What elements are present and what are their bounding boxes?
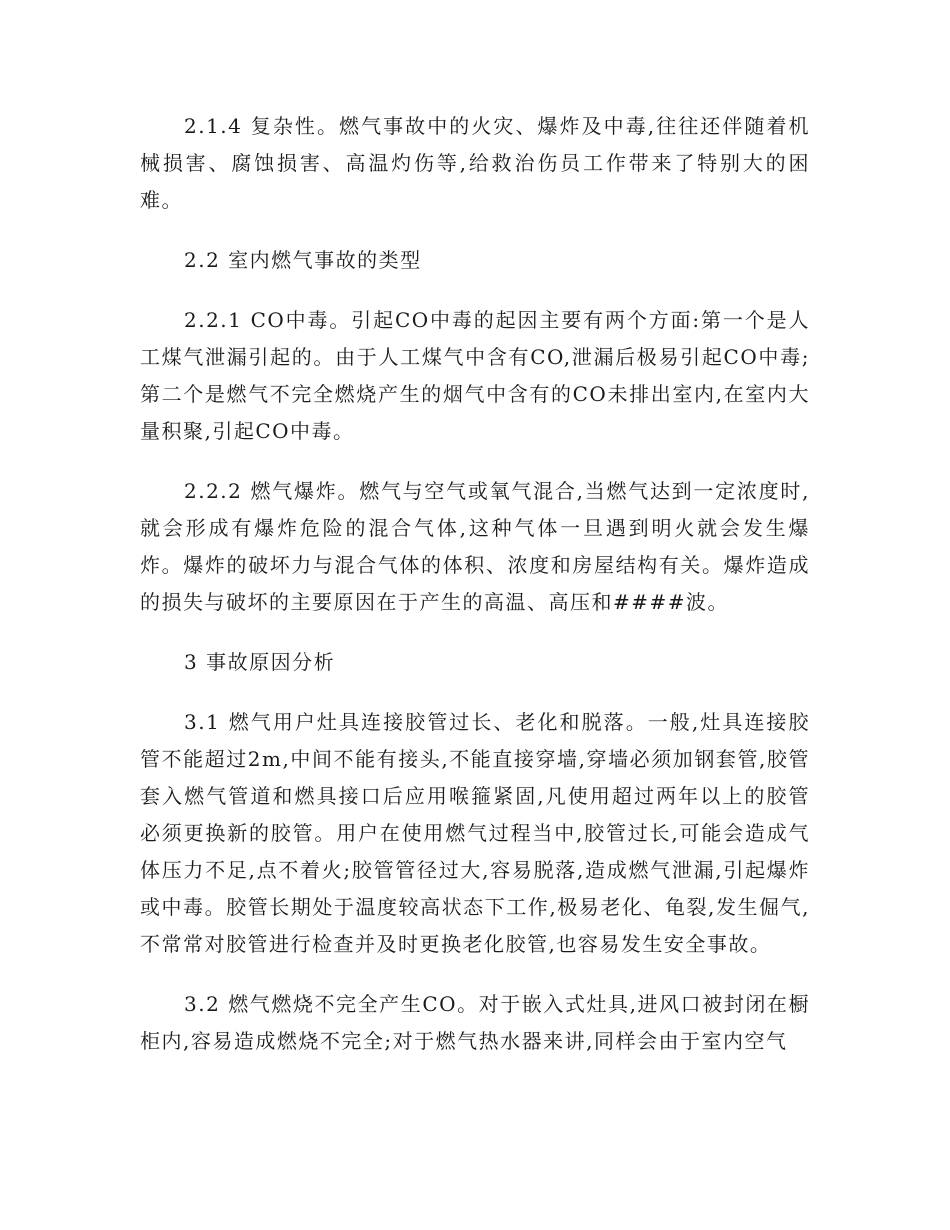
paragraph-3-1: 3.1 燃气用户灶具连接胶管过长、老化和脱落。一般,灶具连接胶管不能超过2m,中间不能有接头,不能直接穿墙,穿墙必须加钢套管,胶管套入燃气管道和燃具接口后应用喉箍紧固,凡使用超过两年以上的胶管必须更换新的胶管。用户在使用燃气过程当中,胶管过长,可能会造成气体压力不足,点不着火;胶管管径过大,容易脱落,造成燃气泄漏,引起爆炸或中毒。胶管长期处于温度较高状态下工作,极易老化、龟裂,发生倔气,不常常对胶管进行检查并及时更换老化胶管,也容易发生安全事故。 — [140, 710, 810, 956]
paragraph-3-2: 3.2 燃气燃烧不完全产生CO。对于嵌入式灶具,进风口被封闭在橱柜内,容易造成燃烧不完全;对于燃气热水器来讲,同样会由于室内空气 — [140, 992, 810, 1053]
paragraph-2-2-1: 2.2.1 CO中毒。引起CO中毒的起因主要有两个方面:第一个是人工煤气泄漏引起的。由于人工煤气中含有CO,泄漏后极易引起CO中毒;第二个是燃气不完全燃烧产生的烟气中含有的CO未排出室内,在室内大量积聚,引起CO中毒。 — [140, 308, 810, 443]
section-heading-3: 3 事故原因分析 — [184, 650, 336, 674]
document-body — [140, 108, 810, 1083]
paragraph-2-1-4: 2.1.4 复杂性。燃气事故中的火灾、爆炸及中毒,往往还伴随着机械损害、腐蚀损害、高温灼伤等,给救治伤员工作带来了特别大的困难。 — [140, 114, 810, 212]
section-heading-2-2: 2.2 室内燃气事故的类型 — [184, 248, 422, 272]
paragraph-2-2-2: 2.2.2 燃气爆炸。燃气与空气或氧气混合,当燃气达到一定浓度时,就会形成有爆炸危险的混合气体,这种气体一旦遇到明火就会发生爆炸。爆炸的破坏力与混合气体的体积、浓度和房屋结构有关。爆炸造成的损失与破坏的主要原因在于产生的高温、高压和####波。 — [140, 479, 810, 614]
